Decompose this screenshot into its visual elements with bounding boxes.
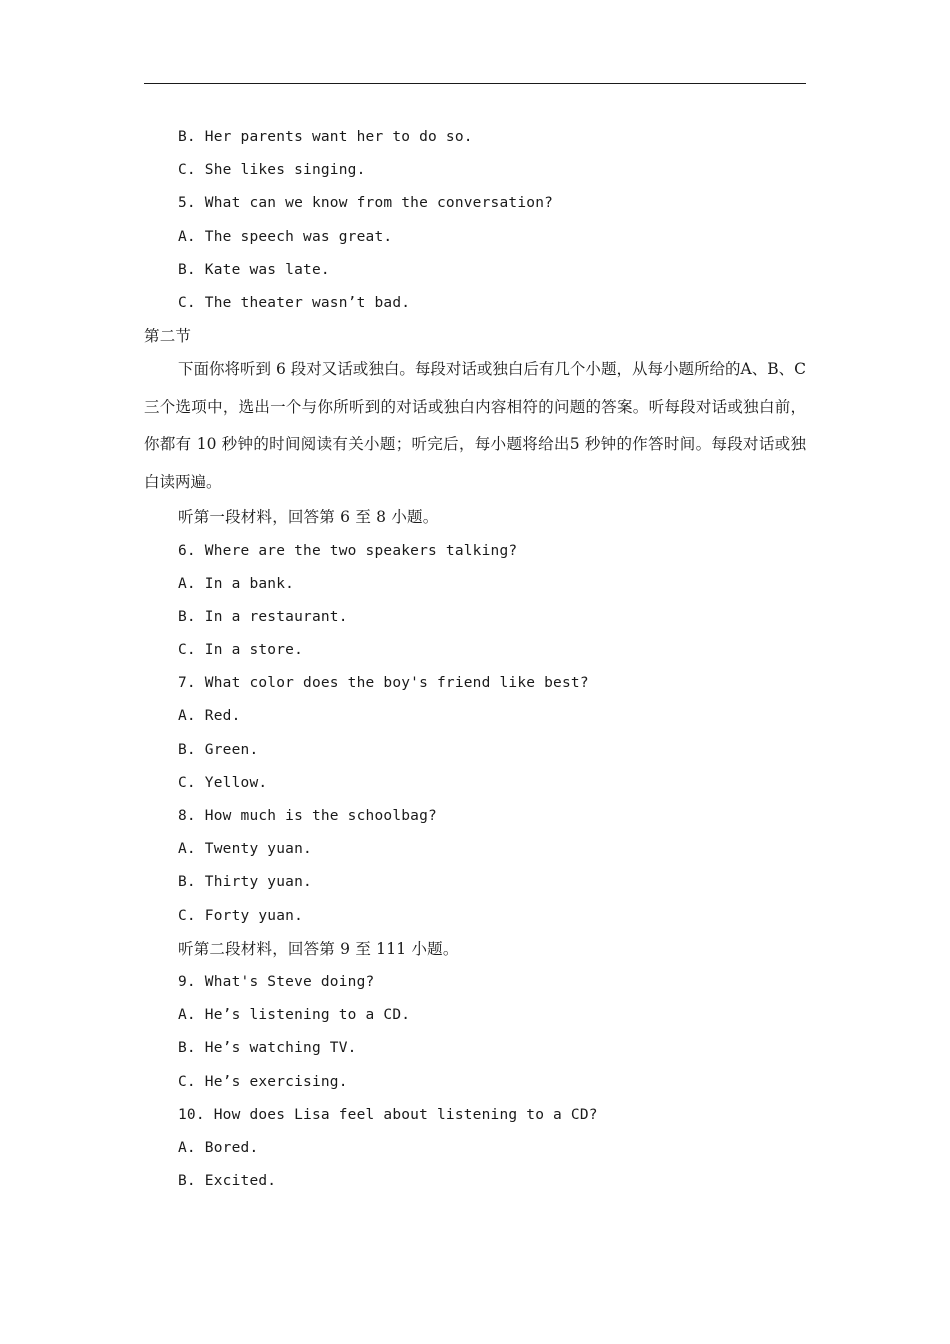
header-rule: [144, 83, 806, 84]
option-line: A. In a bank.: [178, 575, 295, 592]
option-line: C. He’s exercising.: [178, 1073, 348, 1090]
option-line: C. Forty yuan.: [178, 907, 304, 924]
option-line: A. The speech was great.: [178, 228, 393, 245]
option-line: B. He’s watching TV.: [178, 1040, 357, 1057]
option-line: C. In a store.: [178, 642, 304, 659]
option-line: A. Red.: [178, 708, 241, 725]
option-line: B. Kate was late.: [178, 261, 330, 278]
option-line: A. Twenty yuan.: [178, 841, 312, 858]
question-line: 8. How much is the schoolbag?: [178, 808, 437, 824]
option-line: A. Bored.: [178, 1139, 259, 1156]
option-line: B. Her parents want her to do so.: [178, 129, 473, 145]
option-line: A. He’s listening to a CD.: [178, 1007, 411, 1024]
option-line: C. Yellow.: [178, 774, 268, 791]
option-line: B. Thirty yuan.: [178, 874, 312, 891]
question-line: 6. Where are the two speakers talking?: [178, 542, 518, 559]
option-line: B. Excited.: [178, 1173, 277, 1190]
option-line: B. Green.: [178, 741, 259, 758]
question-line: 5. What can we know from the conversation?: [178, 195, 554, 212]
option-line: C. The theater wasn’t bad.: [178, 294, 411, 311]
option-line: C. She likes singing.: [178, 162, 366, 179]
page-content: [144, 121, 806, 1198]
material-heading: 听第二段材料，回答第 9 至 111 小题。: [178, 939, 459, 958]
question-line: 7. What color does the boy's friend like best?: [178, 675, 589, 692]
question-line: 10. How does Lisa feel about listening to a CD?: [178, 1106, 598, 1123]
question-line: 9. What's Steve doing?: [178, 973, 375, 990]
option-line: B. In a restaurant.: [178, 608, 348, 625]
section-heading: 第二节: [144, 327, 192, 346]
instructions-paragraph: 下面你将听到 6 段对又话或独白。每段对话或独白后有几个小题，从每小题所给的A、B、C 三个选项中，选出一个与你所听到的对话或独白内容相符的问题的答案。听每段对话或独白前，你都有 10 秒钟的时间阅读有关小题；听完后，每小题将给出5 秒钟的作答时间。每段对话或独白读两遍。: [144, 360, 806, 491]
material-heading: 听第一段材料，回答第 6 至 8 小题。: [178, 508, 439, 527]
